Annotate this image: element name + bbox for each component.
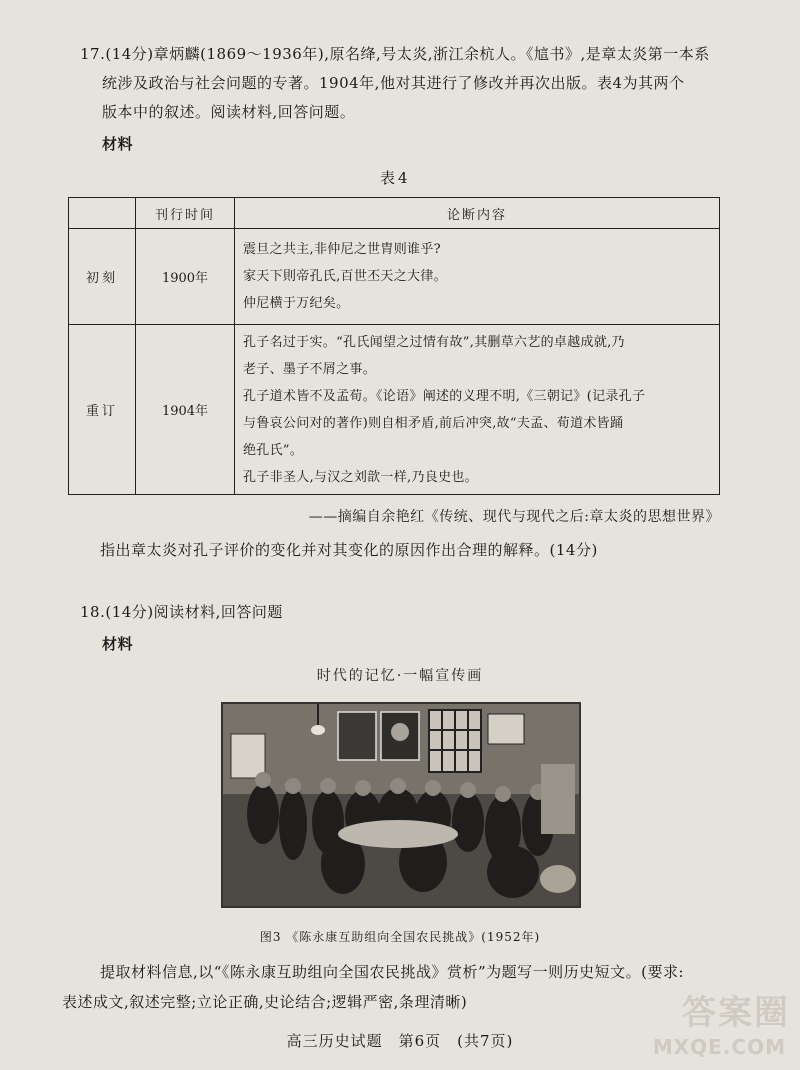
q17-line-1: 17.(14分)章炳麟(1869～1936年),原名绛,号太炎,浙江余杭人。《訄书》,是章太炎第一本系 [80, 45, 710, 63]
figure-caption: 图3 《陈永康互助组向全国农民挑战》(1952年) [259, 930, 541, 944]
edition-cell: 重订 [69, 325, 136, 495]
watermark-logo: 答案圈 [682, 993, 790, 1033]
content-line: 孔子道术皆不及孟荀。《论语》阐述的义理不明,《三朝记》(记录孔子 [243, 388, 646, 404]
source-citation: ——摘编自余艳红《传统、现代与现代之后:章太炎的思想世界》 [308, 509, 720, 525]
q17-line-3: 版本中的叙述。阅读材料,回答问题。 [102, 103, 356, 121]
q18-question-line-1: 提取材料信息,以“《陈永康互助组向全国农民挑战》赏析”为题写一则历史短文。(要求: [100, 963, 685, 981]
q17-material-label: 材料 [102, 135, 134, 153]
q18-line-1: 18.(14分)阅读材料,回答问题 [80, 603, 283, 621]
header-content: 论断内容 [235, 198, 720, 229]
header-edition [69, 198, 136, 229]
comparison-table [68, 197, 720, 495]
q18-material-label: 材料 [102, 635, 134, 653]
year-cell: 1900年 [136, 229, 235, 325]
content-line: 孔子非圣人,与汉之刘歆一样,乃良史也。 [243, 469, 478, 485]
table-title: 表4 [380, 169, 411, 187]
page-footer: 高三历史试题 第6页 (共7页) [286, 1032, 514, 1050]
q17-text [80, 40, 760, 127]
content-line: 老子、墨子不屑之事。 [243, 361, 377, 377]
table-header-row [69, 198, 720, 229]
header-publish-time: 刊行时间 [136, 198, 235, 229]
content-cell [235, 325, 720, 495]
content-line: 绝孔氏”。 [243, 442, 304, 458]
content-line: 震旦之共主,非仲尼之世胄则谁乎? [243, 242, 441, 257]
table-row [69, 325, 720, 495]
year-cell: 1904年 [136, 325, 235, 495]
watermark-url: MXQE.COM [652, 1035, 786, 1059]
content-cell [235, 229, 720, 325]
q17-question: 指出章太炎对孔子评价的变化并对其变化的原因作出合理的解释。(14分) [100, 541, 598, 559]
propaganda-painting [221, 702, 581, 908]
content-line: 仲尼横于万纪矣。 [243, 296, 350, 311]
table-row [69, 229, 720, 325]
figure-title: 时代的记忆·一幅宣传画 [316, 668, 484, 684]
edition-cell: 初刻 [69, 229, 136, 325]
q18-question-line-2: 表述成文,叙述完整;立论正确,史论结合;逻辑严密,条理清晰) [62, 993, 468, 1011]
content-line: 孔子名过于实。“孔氏闻望之过情有故”,其删草六艺的卓越成就,乃 [243, 334, 625, 350]
content-line: 与鲁哀公问对的著作)则自相矛盾,前后冲突,故“夫孟、荀道术皆踊 [243, 415, 624, 431]
painting-illustration [223, 704, 579, 906]
content-line: 家天下則帝孔氏,百世丕天之大律。 [243, 269, 447, 284]
q17-line-2: 统涉及政治与社会问题的专著。1904年,他对其进行了修改并再次出版。表4为其两个 [102, 74, 685, 92]
